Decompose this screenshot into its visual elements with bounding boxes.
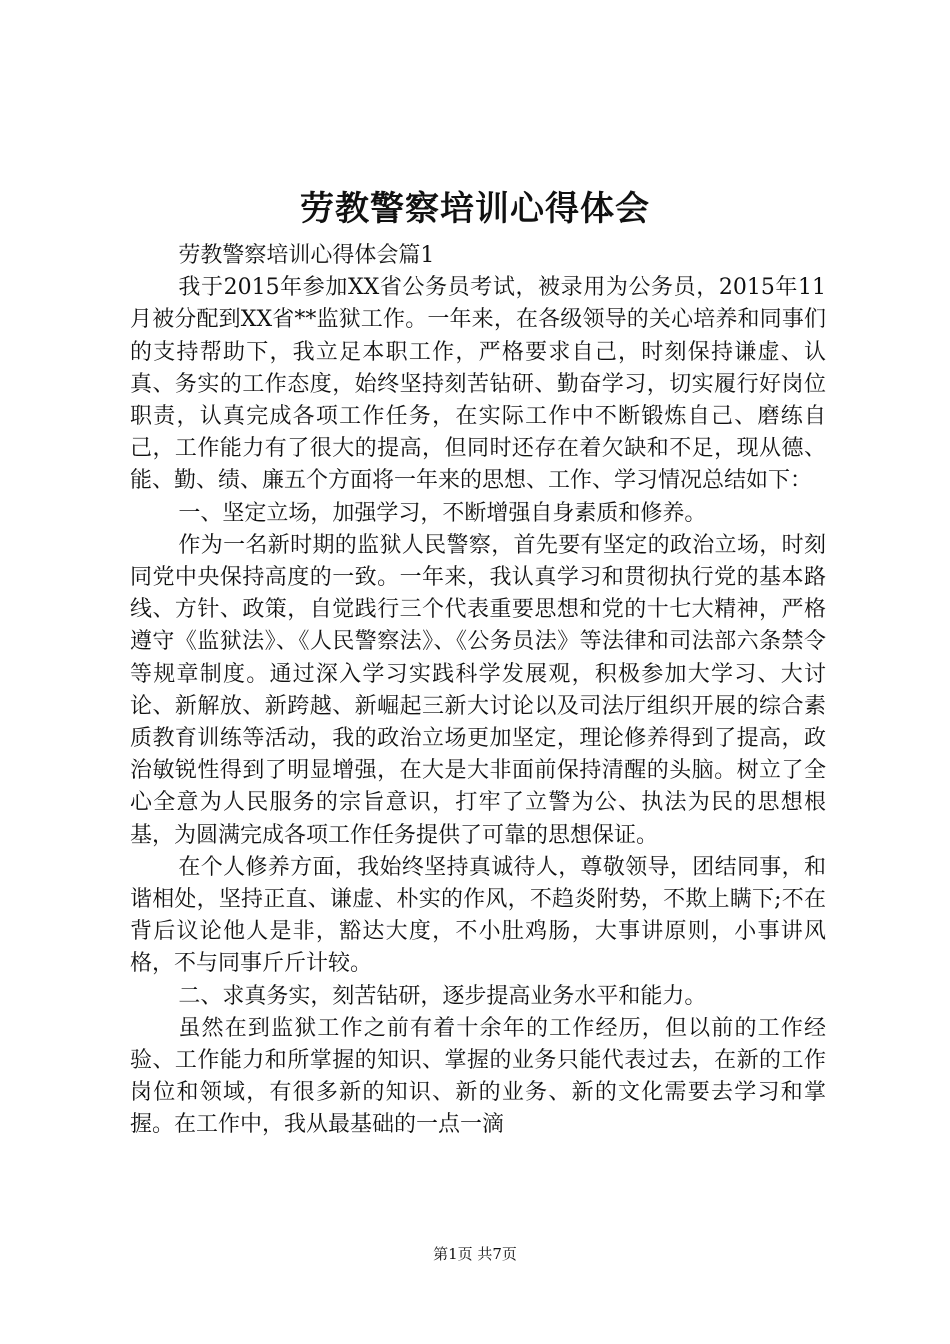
document-body: [130, 240, 826, 1142]
section-heading: 二、求真务实，刻苦钻研，逐步提高业务水平和能力。: [178, 983, 707, 1009]
section-heading: 一、坚定立场，加强学习，不断增强自身素质和修养。: [178, 500, 707, 526]
body-paragraph: 在个人修养方面，我始终坚持真诚待人，尊敬领导，团结同事，和谐相处，坚持正直、谦虚、朴实的作风，不趋炎附势，不欺上瞒下;不在背后议论他人是非，豁达大度，不小肚鸡肠，大事讲原则，小事讲风格，不与同事斤斤计较。: [130, 854, 826, 977]
body-paragraph: 我于2015年参加XX省公务员考试，被录用为公务员，2015年11月被分配到XX省**监狱工作。一年来，在各级领导的关心培养和同事们的支持帮助下，我立足本职工作，严格要求自己，时刻保持谦虚、认真、务实的工作态度，始终坚持刻苦钻研、勤奋学习，切实履行好岗位职责，认真完成各项工作任务，在实际工作中不断锻炼自己、磨练自己，工作能力有了很大的提高，但同时还存在着欠缺和不足，现从德、能、勤、绩、廉五个方面将一年来的思想、工作、学习情况总结如下：: [130, 275, 826, 494]
body-paragraph: 虽然在到监狱工作之前有着十余年的工作经历，但以前的工作经验、工作能力和所掌握的知识、掌握的业务只能代表过去，在新的工作岗位和领域，有很多新的知识、新的业务、新的文化需要去学习和掌握。在工作中，我从最基础的一点一滴: [130, 1015, 826, 1138]
page-number-footer: 第1页 共7页: [433, 1245, 517, 1263]
body-paragraph: 作为一名新时期的监狱人民警察，首先要有坚定的政治立场，时刻同党中央保持高度的一致。一年来，我认真学习和贯彻执行党的基本路线、方针、政策，自觉践行三个代表重要思想和党的十七大精神，严格遵守《监狱法》、《人民警察法》、《公务员法》等法律和司法部六条禁令等规章制度。通过深入学习实践科学发展观，积极参加大学习、大讨论、新解放、新跨越、新崛起三新大讨论以及司法厅组织开展的综合素质教育训练等活动，我的政治立场更加坚定，理论修养得到了提高，政治敏锐性得到了明显增强，在大是大非面前保持清醒的头脑。树立了全心全意为人民服务的宗旨意识，打牢了立警为公、执法为民的思想根基，为圆满完成各项工作任务提供了可靠的思想保证。: [130, 532, 826, 848]
section-heading: 劳教警察培训心得体会篇1: [178, 243, 435, 268]
document-title: 劳教警察培训心得体会: [300, 189, 650, 229]
